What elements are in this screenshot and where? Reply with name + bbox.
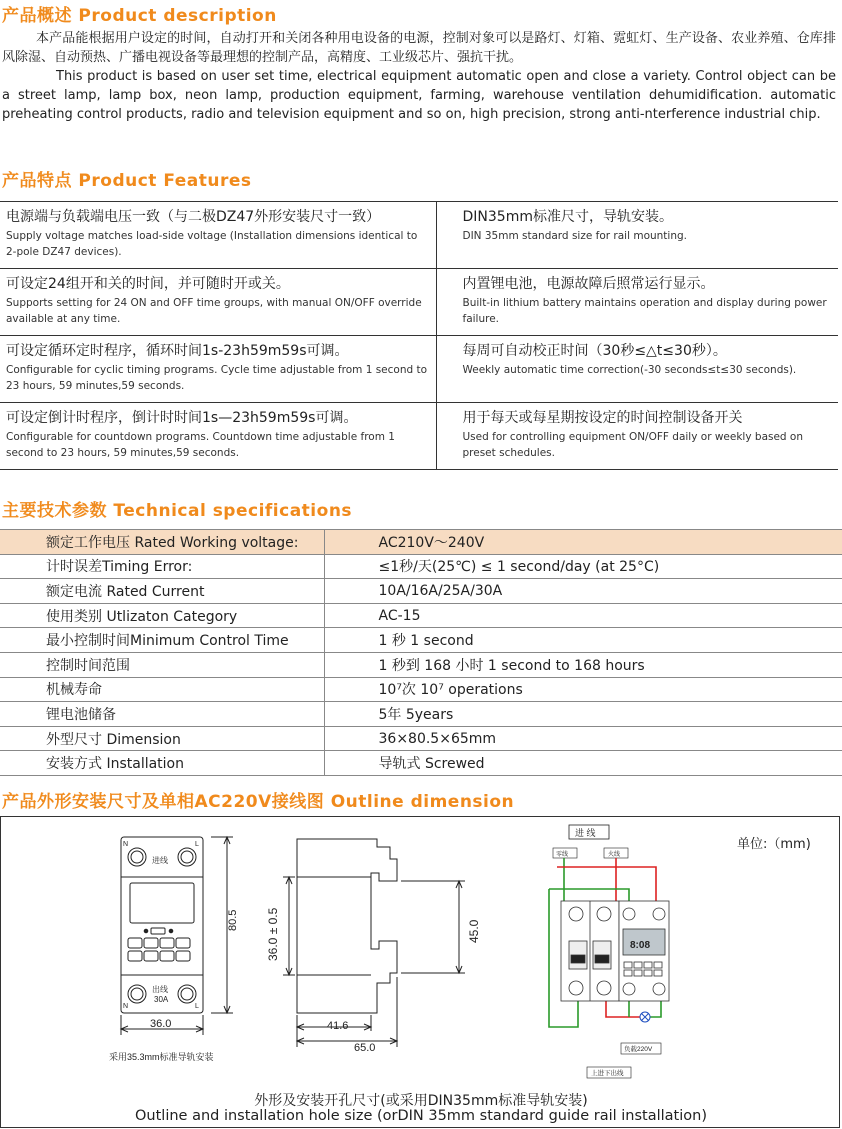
features-table <box>0 201 838 470</box>
front-in-label: 进线 <box>152 856 168 865</box>
feature-cell: 可设定循环定时程序，循环时间1s-23h59m59s可调。 Configurable for cyclic timing programs. Cycle time adjustable from 1 second to 23 hours, 59 minutes,59 seconds. <box>0 336 436 403</box>
wiring-in-label: 进 线 <box>575 828 596 838</box>
front-amp: 30A <box>154 995 169 1004</box>
front-l-top: L <box>195 841 199 848</box>
side-right-dim: 45.0 <box>467 919 481 943</box>
specs-table <box>0 529 842 776</box>
table-row: 额定工作电压 Rated Working voltage: AC210V～240V <box>0 530 842 555</box>
description-zh: 本产品能根据用户设定的时间，自动打开和关闭各种用电设备的电源，控制对象可以是路灯、灯箱、霓虹灯、生产设备、农业养殖、仓库排风除湿、自动预热、广播电视设备等最理想的控制产品，高精度、工业级芯片、强抗干扰。 <box>2 31 836 65</box>
front-width-dim: 36.0 <box>150 1018 172 1030</box>
front-view <box>121 837 233 1035</box>
wiring-neutral-label: 零线 <box>556 852 569 858</box>
description-paragraph <box>2 29 836 124</box>
table-row: 计时误差Timing Error: ≤1秒/天(25℃) ≤ 1 second/day (at 25°C) <box>0 554 842 579</box>
side-total-dim: 65.0 <box>354 1042 376 1054</box>
table-row: 额定电流 Rated Current 10A/16A/25A/30A <box>0 579 842 604</box>
caption-en: Outline and installation hole size (orDIN 35mm standard guide rail installation) <box>135 1108 707 1124</box>
feature-cell: 可设定倒计时程序，倒计时时间1s—23h59m59s可调。 Configurable for countdown programs. Countdown time adjustable from 1 second to 23 hours, 59 minutes,59 seconds. <box>0 403 436 470</box>
table-row: 安装方式 Installation 导轨式 Screwed <box>0 751 842 776</box>
table-row: 外型尺寸 Dimension 36×80.5×65mm <box>0 726 842 751</box>
feature-cell: 内置锂电池，电源故障后照常运行显示。 Built-in lithium battery maintains operation and display during power failure. <box>436 269 838 336</box>
section-title-features: 产品特点 Product Features <box>2 171 252 191</box>
wiring-display: 8:08 <box>630 940 651 951</box>
front-out-label: 出线 <box>152 985 168 994</box>
table-row <box>0 269 838 336</box>
section-title-description: 产品概述 Product description <box>2 6 277 26</box>
side-view <box>283 839 465 1047</box>
table-row: 使用类别 Utlizaton Category AC-15 <box>0 603 842 628</box>
wiring-live-label: 火线 <box>608 852 621 858</box>
section-title-specs: 主要技术参数 Technical specifications <box>2 501 353 521</box>
table-row: 控制时间范围 1 秒到 168 小时 1 second to 168 hours <box>0 652 842 677</box>
front-l-bot: L <box>195 1003 199 1010</box>
feature-cell: 可设定24组开和关的时间，并可随时开或关。 Supports setting for 24 ON and OFF time groups, with manual ON/OFF override available at any time. <box>0 269 436 336</box>
front-n-top: N <box>123 841 129 848</box>
table-row: 最小控制时间Minimum Control Time 1 秒 1 second <box>0 628 842 653</box>
table-row <box>0 202 838 269</box>
description-en: This product is based on user set time, electrical equipment automatic open and close a variety. Control object can be a street lamp, lamp box, neon lamp, production equipment, farming, warehouse ventilation dehumidification. automatic preheating control products, radio and television equipment and so on, high precision, strong anti-nterference industrial chip. <box>2 69 836 122</box>
wiring-bottom-note: 上进下出线 <box>591 1070 624 1077</box>
unit-label: 单位:（mm) <box>737 837 811 852</box>
feature-cell: 每周可自动校正时间（30秒≤△t≤30秒）。 Weekly automatic time correction(-30 seconds≤t≤30 seconds). <box>436 336 838 403</box>
side-left-dim: 36.0 ± 0.5 <box>266 907 280 961</box>
side-mid-dim: 41.6 <box>327 1020 349 1032</box>
wiring-load-label: 负载220V <box>624 1046 653 1053</box>
feature-cell: 电源端与负载端电压一致（与二极DZ47外形安装尺寸一致） Supply voltage matches load-side voltage (Installation dimensions identical to 2-pole DZ47 devices). <box>0 202 436 269</box>
table-row: 机械寿命 10⁷次 10⁷ operations <box>0 677 842 702</box>
table-row: 锂电池储备 5年 5years <box>0 702 842 727</box>
section-title-outline: 产品外形安装尺寸及单相AC220V接线图 Outline dimension <box>2 792 515 812</box>
caption-zh: 外形及安装开孔尺寸(或采用DIN35mm标准导轨安装) <box>254 1093 588 1109</box>
outline-diagram-box <box>0 816 840 1128</box>
lamp-icon <box>640 1012 650 1022</box>
feature-cell: 用于每天或每星期按设定的时间控制设备开关 Used for controlling equipment ON/OFF daily or weekly based on preset schedules. <box>436 403 838 470</box>
table-row <box>0 336 838 403</box>
front-n-bot: N <box>123 1003 129 1010</box>
front-rail-note: 采用35.3mm标准导轨安装 <box>109 1052 214 1062</box>
feature-cell: DIN35mm标准尺寸，导轨安装。 DIN 35mm standard size for rail mounting. <box>436 202 838 269</box>
wiring-breaker <box>561 901 619 1001</box>
front-height-dim: 80.5 <box>227 909 239 931</box>
table-row <box>0 403 838 470</box>
wiring-timer <box>619 901 669 1001</box>
outline-diagram <box>1 817 839 1127</box>
